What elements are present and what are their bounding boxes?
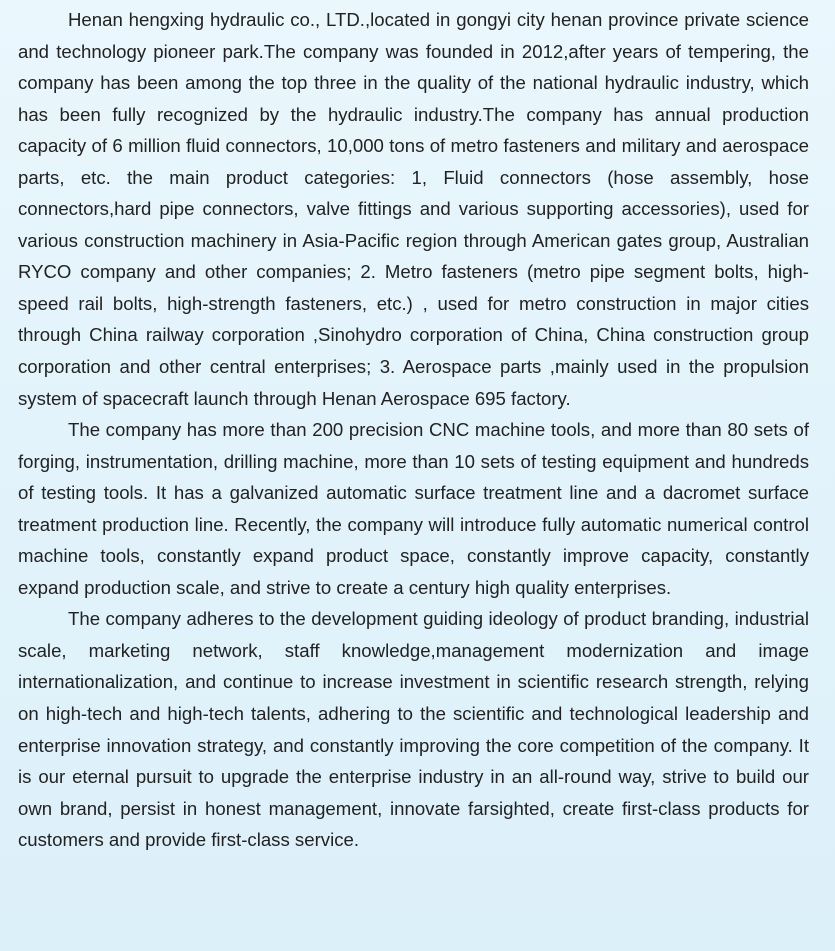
paragraph-development-strategy: The company adheres to the development guiding ideology of product branding, industrial scale, marketing network, staff knowledge,management modernization and image internationalization, and continue to increase investment in scientific research strength, relying on high-tech and high-tech talents, adhering to the scientific and technological leadership and enterprise innovation strategy, and constantly improving the core competition of the company. It is our eternal pursuit to upgrade the enterprise industry in an all-round way, strive to build our own brand, persist in honest management, innovate farsighted, create first-class products for customers and provide first-class service. [18, 608, 809, 851]
paragraph-company-overview: Henan hengxing hydraulic co., LTD.,located in gongyi city henan province private science and technology pioneer park.The company was founded in 2012,after years of tempering, the company has been among the top three in the quality of the national hydraulic industry, which has been fully recognized by the hydraulic industry.The company has annual production capacity of 6 million fluid connectors, 10,000 tons of metro fasteners and military and aerospace parts, etc. the main product categories: 1, Fluid connectors (hose assembly, hose connectors,hard pipe connectors, valve fittings and various supporting accessories), used for various construction machinery in Asia-Pacific region through American gates group, Australian RYCO company and other companies; 2. Metro fasteners (metro pipe segment bolts, high-speed rail bolts, high-strength fasteners, etc.) , used for metro construction in major cities through China railway corporation ,Sinohydro corporation of China, China construction group corporation and other central enterprises; 3. Aerospace parts ,mainly used in the propulsion system of spacecraft launch through Henan Aerospace 695 factory. [18, 9, 809, 409]
paragraph-equipment: The company has more than 200 precision CNC machine tools, and more than 80 sets of forging, instrumentation, drilling machine, more than 10 sets of testing equipment and hundreds of testing tools. It has a galvanized automatic surface treatment line and a dacromet surface treatment production line. Recently, the company will introduce fully automatic numerical control machine tools, constantly expand product space, constantly improve capacity, constantly expand production scale, and strive to create a century high quality enterprises. [18, 419, 809, 598]
